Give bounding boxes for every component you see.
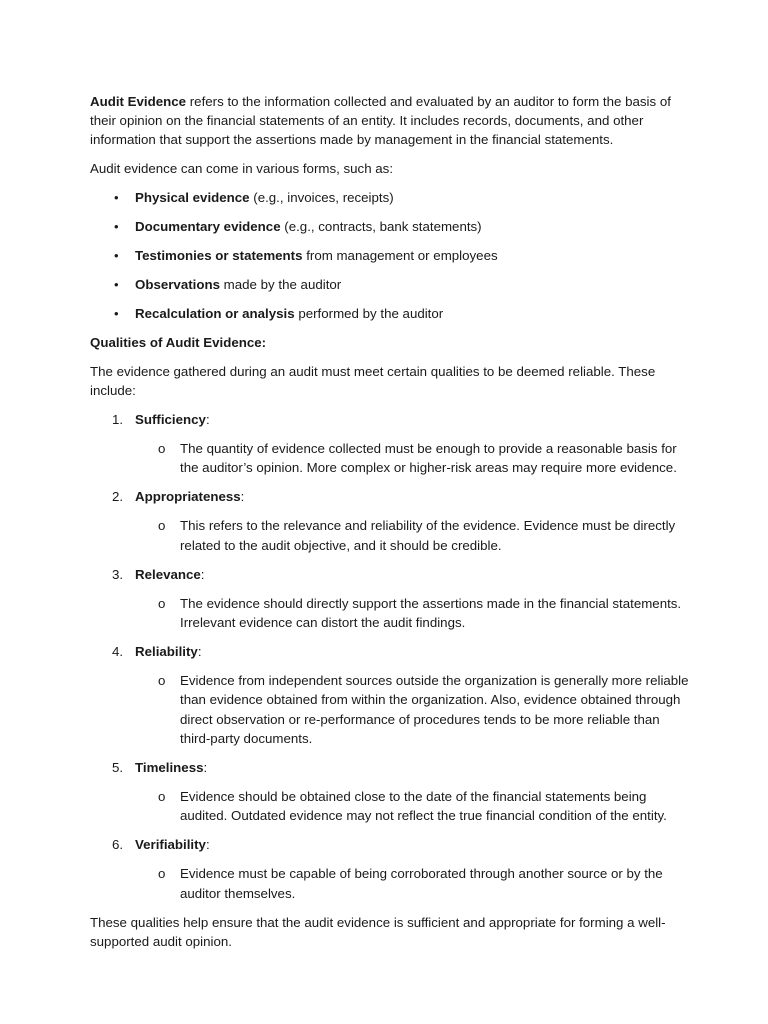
quality-name: Appropriateness [135,489,241,505]
quality-name: Timeliness [135,760,204,776]
quality-name: Verifiability [135,837,206,853]
form-detail: (e.g., invoices, receipts) [249,190,394,205]
quality-number: 1. [112,412,124,427]
quality-number: 2. [112,489,124,505]
closing-paragraph: These qualities help ensure that the audit evidence is sufficient and appropriate for forming a well-supported audit opinion. [90,914,666,949]
form-label: Observations [135,277,220,292]
list-item [90,275,690,294]
quality-title: 1. Sufficiency: [112,412,210,427]
section-heading: Qualities of Audit Evidence: [90,335,267,350]
form-label: Physical evidence [135,190,250,205]
quality-item-relevance [90,565,690,632]
form-label: Documentary evidence [135,219,281,234]
quality-name: Relevance [135,566,201,582]
quality-description: o Evidence should be obtained close to the date of the financial statements being audited. Outdated evidence may not reflect the true financial condition of the entity. [158,789,667,824]
forms-list [90,188,690,323]
sub-bullet-marker: o [158,673,166,689]
sub-bullet-marker: o [158,441,166,456]
quality-item-appropriateness [90,487,690,554]
quality-name: Sufficiency [135,412,206,427]
form-detail: from management or employees [302,248,498,263]
form-label: Testimonies or statements [135,248,303,263]
qualities-intro: The evidence gathered during an audit must meet certain qualities to be deemed reliable. These include: [90,364,656,398]
quality-name: Reliability [135,644,198,660]
quality-number: 5. [112,760,124,776]
list-item [90,188,690,207]
quality-title: 3. Relevance: [112,566,205,582]
quality-title: 5. Timeliness: [112,760,208,776]
intro-paragraph [90,92,690,149]
quality-description: o The quantity of evidence collected must be enough to provide a reasonable basis for the auditor’s opinion. More complex or higher-risk areas may require more evidence. [158,441,677,476]
quality-item-timeliness [90,758,690,825]
quality-item-sufficiency [90,410,690,477]
document-page [90,92,690,951]
forms-intro: Audit evidence can come in various forms, such as: [90,161,394,176]
quality-title: 4. Reliability: [112,644,202,660]
quality-item-reliability [90,642,690,748]
quality-item-verifiability [90,835,690,902]
form-detail: performed by the auditor [294,306,444,321]
intro-definition: refers to the information collected and evaluated by an auditor to form the basis of their opinion on the financial statements of an entity. It includes records, documents, and other information that support the assertions made by management in the financial statements. [90,94,671,147]
form-detail: (e.g., contracts, bank statements) [280,219,482,234]
quality-number: 4. [112,644,124,660]
list-item [90,217,690,236]
quality-title: 6. Verifiability: [112,837,210,853]
quality-description: o This refers to the relevance and reliability of the evidence. Evidence must be directly related to the audit objective, and it should be credible. [158,518,676,553]
form-label: Recalculation or analysis [135,306,295,321]
sub-bullet-marker: o [158,595,166,611]
list-item [90,304,690,323]
intro-term: Audit Evidence [90,94,187,109]
quality-title: 2. Appropriateness: [112,489,245,505]
sub-bullet-marker: o [158,866,166,882]
quality-description: o The evidence should directly support the assertions made in the financial statements. Irrelevant evidence can distort the audit findings. [158,595,682,631]
quality-number: 6. [112,837,124,853]
sub-bullet-marker: o [158,518,166,534]
quality-description: o Evidence from independent sources outside the organization is generally more reliable than evidence obtained from within the organization. Also, evidence obtained through direct observation or re-performance of procedures tends to be more reliable than third-party documents. [158,673,689,746]
sub-bullet-marker: o [158,789,166,805]
form-detail: made by the auditor [219,277,342,292]
quality-description: o Evidence must be capable of being corroborated through another source or by the auditor themselves. [158,866,663,901]
list-item [90,246,690,265]
quality-number: 3. [112,566,124,582]
